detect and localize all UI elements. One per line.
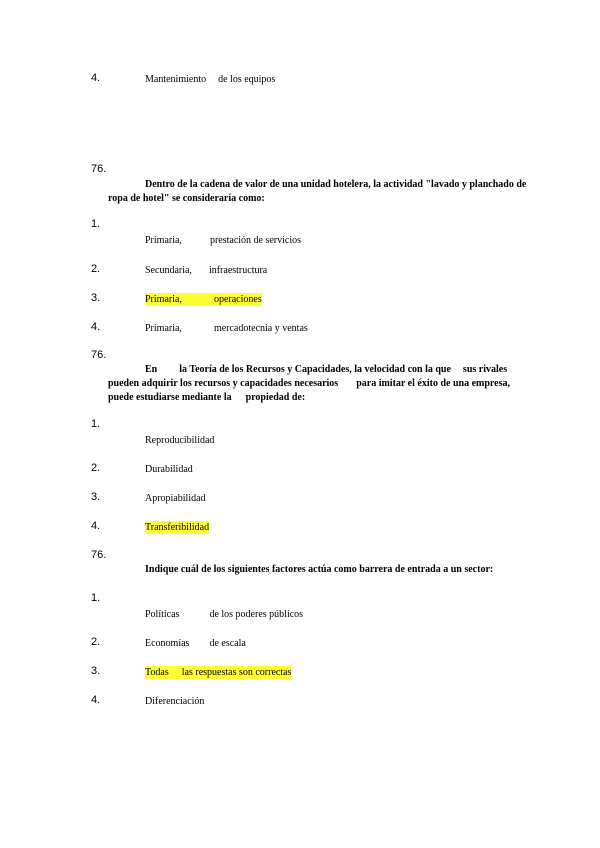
option-number: 3.	[91, 292, 101, 304]
answer-option[interactable]: Economías de escala	[145, 638, 246, 649]
answer-option[interactable]: Durabilidad	[145, 464, 193, 475]
question-number: 76.	[91, 549, 107, 561]
answer-option[interactable]: Apropiabilidad	[145, 493, 206, 504]
option-number: 1.	[91, 592, 101, 604]
answer-option[interactable]: Primaria, mercadotecnia y ventas	[145, 323, 308, 334]
option-number: 3.	[91, 491, 101, 503]
answer-option-highlighted[interactable]: Transferibilidad	[145, 522, 210, 533]
option-number: 1.	[91, 218, 101, 230]
option-number: 4.	[91, 520, 101, 532]
option-number: 2.	[91, 636, 101, 648]
option-number: 1.	[91, 418, 101, 430]
option-number: 2.	[91, 263, 101, 275]
option-number: 4.	[91, 694, 101, 706]
question-text: Indique cuál de los siguientes factores actúa como barrera de entrada a un sector:	[145, 564, 494, 575]
question-number: 76.	[91, 163, 107, 175]
option-number: 3.	[91, 665, 101, 677]
question-number: 76.	[91, 349, 107, 361]
answer-option[interactable]: Diferenciación	[145, 696, 205, 707]
answer-option[interactable]: Primaria, prestación de servicios	[145, 235, 302, 246]
question-text: En la Teoría de los Recursos y Capacidades, la velocidad con la que sus rivales pueden adquirir los recursos y capacidades necesarios para imitar el éxito de una empresa, puede estudiarse mediante la propiedad de:	[108, 364, 510, 403]
option-text: Mantenimiento de los equipos	[145, 74, 276, 85]
answer-option[interactable]: Políticas de los poderes públicos	[145, 609, 304, 620]
question-text: Dentro de la cadena de valor de una unidad hotelera, la actividad "lavado y planchado de ropa de hotel" se consideraría como:	[108, 179, 527, 204]
option-number: 4.	[91, 321, 101, 333]
answer-option[interactable]: Reproducibilidad	[145, 435, 215, 446]
answer-option-highlighted[interactable]: Todas las respuestas son correctas	[145, 667, 292, 678]
answer-option-highlighted[interactable]: Primaria, operaciones	[145, 294, 262, 305]
option-number: 4.	[91, 72, 101, 84]
option-number: 2.	[91, 462, 101, 474]
answer-option[interactable]: Secundaria, infraestructura	[145, 265, 268, 276]
